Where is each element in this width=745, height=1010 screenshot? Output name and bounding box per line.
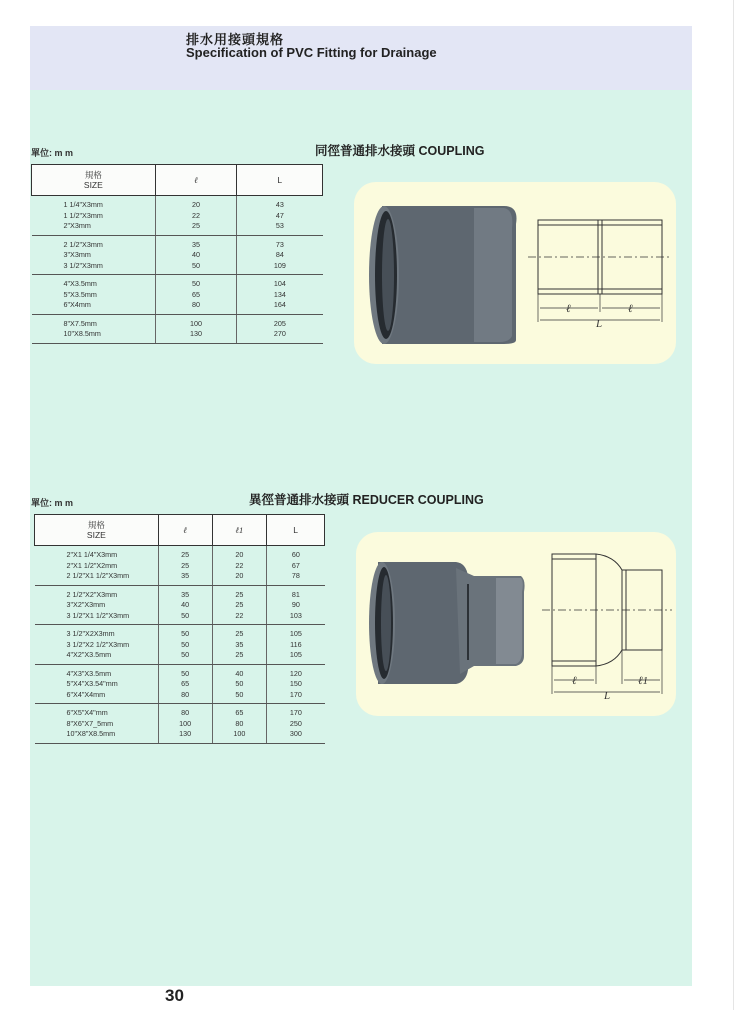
reducer-title: 異徑普通排水接頭 REDUCER COUPLING [249, 493, 484, 507]
size-cell: 8"X7.5mm [32, 314, 156, 329]
L-cell: 116 [267, 640, 325, 651]
l-cell: 25 [158, 561, 212, 572]
size-cell: 6"X5"X4"mm [35, 704, 159, 719]
l-cell: 35 [155, 235, 237, 250]
size-header-zh: 規格 [84, 170, 102, 180]
table-row [35, 679, 325, 690]
size-header-en: SIZE [86, 530, 106, 540]
reducer-illustration [356, 532, 676, 716]
l-cell: 80 [158, 690, 212, 704]
coupling-header-row [32, 165, 323, 196]
reducer-dim-label-l: ℓ [572, 675, 577, 687]
l1-cell: 25 [212, 650, 267, 664]
l-header: ℓ [155, 165, 237, 196]
size-cell: 6"X4"X4mm [35, 690, 159, 704]
coupling-drawing [528, 220, 672, 322]
l-cell: 100 [155, 314, 237, 329]
size-cell: 5"X4"X3.54"mm [35, 679, 159, 690]
table-row [35, 561, 325, 572]
l1-cell: 65 [212, 704, 267, 719]
l-cell: 100 [158, 719, 212, 730]
table-row [32, 196, 323, 211]
l1-cell: 35 [212, 640, 267, 651]
l1-cell: 25 [212, 585, 267, 600]
L-cell: 53 [237, 221, 323, 235]
table-row [35, 600, 325, 611]
size-cell: 2 1/2"X2"X3mm [35, 585, 159, 600]
size-cell: 10"X8"X8.5mm [35, 729, 159, 743]
l-cell: 130 [158, 729, 212, 743]
size-cell: 1 1/2"X3mm [32, 211, 156, 222]
reducer-dim-label-l1: ℓ1 [638, 675, 649, 687]
table-row [35, 546, 325, 561]
size-header [32, 165, 156, 196]
reducer-drawing [542, 554, 672, 694]
l-cell: 50 [158, 625, 212, 640]
L-cell: 43 [237, 196, 323, 211]
reducer-image-panel [356, 532, 676, 716]
reducer-spec-table [34, 514, 325, 744]
coupling-illustration [354, 182, 676, 364]
size-cell: 2"X1 1/2"X2mm [35, 561, 159, 572]
size-header-en: SIZE [83, 180, 103, 190]
l-cell: 25 [158, 546, 212, 561]
L-cell: 67 [267, 561, 325, 572]
table-row [35, 585, 325, 600]
l-cell: 130 [155, 329, 237, 343]
L-cell: 205 [237, 314, 323, 329]
L-cell: 47 [237, 211, 323, 222]
L-cell: 105 [267, 650, 325, 664]
reducer-highlight [496, 578, 523, 664]
l-cell: 35 [158, 571, 212, 585]
L-cell: 78 [267, 571, 325, 585]
L-cell: 90 [267, 600, 325, 611]
l-cell: 50 [155, 275, 237, 290]
l1-cell: 40 [212, 664, 267, 679]
table-row [32, 314, 323, 329]
table-row [35, 611, 325, 625]
size-cell: 3 1/2"X1 1/2"X3mm [35, 611, 159, 625]
L-cell: 134 [237, 290, 323, 301]
size-header [35, 515, 159, 546]
table-row [35, 729, 325, 743]
l-cell: 65 [155, 290, 237, 301]
l-cell: 35 [158, 585, 212, 600]
L-cell: 84 [237, 250, 323, 261]
table-row [32, 250, 323, 261]
size-cell: 8"X6"X7_5mm [35, 719, 159, 730]
L-cell: 81 [267, 585, 325, 600]
size-cell: 6"X4mm [32, 300, 156, 314]
table-row [32, 290, 323, 301]
size-cell: 3 1/2"X3mm [32, 261, 156, 275]
coupling-dim-label-l-left: ℓ [566, 303, 571, 315]
l-cell: 25 [155, 221, 237, 235]
l1-cell: 50 [212, 679, 267, 690]
l-cell: 50 [158, 640, 212, 651]
coupling-spec-table [31, 164, 323, 344]
table-row [32, 211, 323, 222]
coupling-pipe-inner-shade [382, 219, 394, 331]
l-cell: 50 [155, 261, 237, 275]
L-cell: 120 [267, 664, 325, 679]
L-cell: 109 [237, 261, 323, 275]
l-cell: 20 [155, 196, 237, 211]
size-cell: 2"X1 1/4"X3mm [35, 546, 159, 561]
title-chinese: 排水用接頭規格 [186, 32, 285, 47]
L-header: L [237, 165, 323, 196]
l1-cell: 25 [212, 625, 267, 640]
L-cell: 250 [267, 719, 325, 730]
L-cell: 164 [237, 300, 323, 314]
l-cell: 22 [155, 211, 237, 222]
l1-cell: 20 [212, 571, 267, 585]
size-cell: 4"X2"X3.5mm [35, 650, 159, 664]
size-cell: 5"X3.5mm [32, 290, 156, 301]
l1-cell: 50 [212, 690, 267, 704]
size-cell: 4"X3"X3.5mm [35, 664, 159, 679]
size-cell: 10"X8.5mm [32, 329, 156, 343]
table-row [32, 275, 323, 290]
l-cell: 80 [155, 300, 237, 314]
size-cell: 4"X3.5mm [32, 275, 156, 290]
page-number: 30 [165, 986, 184, 1005]
size-cell: 3 1/2"X2X3mm [35, 625, 159, 640]
table-row [32, 235, 323, 250]
coupling-dim-label-L: L [596, 318, 603, 330]
table-row [32, 329, 323, 343]
l1-cell: 20 [212, 546, 267, 561]
size-cell: 2"X3mm [32, 221, 156, 235]
l-cell: 65 [158, 679, 212, 690]
L-cell: 103 [267, 611, 325, 625]
table-row [35, 704, 325, 719]
l1-cell: 22 [212, 561, 267, 572]
size-cell: 3"X3mm [32, 250, 156, 261]
L-header: L [267, 515, 325, 546]
L-cell: 300 [267, 729, 325, 743]
L-cell: 270 [237, 329, 323, 343]
reducer-header-row [35, 515, 325, 546]
L-cell: 105 [267, 625, 325, 640]
coupling-image-panel [354, 182, 676, 364]
title-english: Specification of PVC Fitting for Drainage [186, 45, 437, 60]
L-cell: 170 [267, 690, 325, 704]
l1-cell: 80 [212, 719, 267, 730]
l-cell: 80 [158, 704, 212, 719]
l1-cell: 25 [212, 600, 267, 611]
table-row [35, 690, 325, 704]
L-cell: 150 [267, 679, 325, 690]
coupling-pipe-highlight [474, 208, 512, 342]
l1-cell: 100 [212, 729, 267, 743]
table-row [35, 640, 325, 651]
l-cell: 50 [158, 650, 212, 664]
size-cell: 1 1/4"X3mm [32, 196, 156, 211]
l-header: ℓ [158, 515, 212, 546]
l-cell: 40 [158, 600, 212, 611]
size-cell: 3 1/2"X2 1/2"X3mm [35, 640, 159, 651]
l-cell: 50 [158, 664, 212, 679]
L-cell: 60 [267, 546, 325, 561]
reducer-unit-label: 單位: m m [31, 498, 74, 508]
coupling-title: 同徑普通排水接頭 COUPLING [315, 144, 485, 158]
coupling-unit-label: 單位: m m [31, 148, 74, 158]
table-row [35, 625, 325, 640]
table-row [35, 650, 325, 664]
coupling-dim-label-l-right: ℓ [628, 303, 633, 315]
scan-edge-line [733, 0, 734, 1010]
l1-cell: 22 [212, 611, 267, 625]
size-cell: 2 1/2"X3mm [32, 235, 156, 250]
l-cell: 40 [155, 250, 237, 261]
table-row [32, 221, 323, 235]
size-cell: 2 1/2"X1 1/2"X3mm [35, 571, 159, 585]
table-row [35, 571, 325, 585]
l1-header: ℓ1 [212, 515, 267, 546]
reducer-dim-label-L: L [604, 690, 611, 702]
table-row [32, 261, 323, 275]
table-row [35, 719, 325, 730]
L-cell: 170 [267, 704, 325, 719]
table-row [32, 300, 323, 314]
size-header-zh: 規格 [87, 520, 105, 530]
l-cell: 50 [158, 611, 212, 625]
size-cell: 3"X2"X3mm [35, 600, 159, 611]
L-cell: 73 [237, 235, 323, 250]
table-row [35, 664, 325, 679]
L-cell: 104 [237, 275, 323, 290]
reducer-inner-shade [381, 575, 391, 671]
